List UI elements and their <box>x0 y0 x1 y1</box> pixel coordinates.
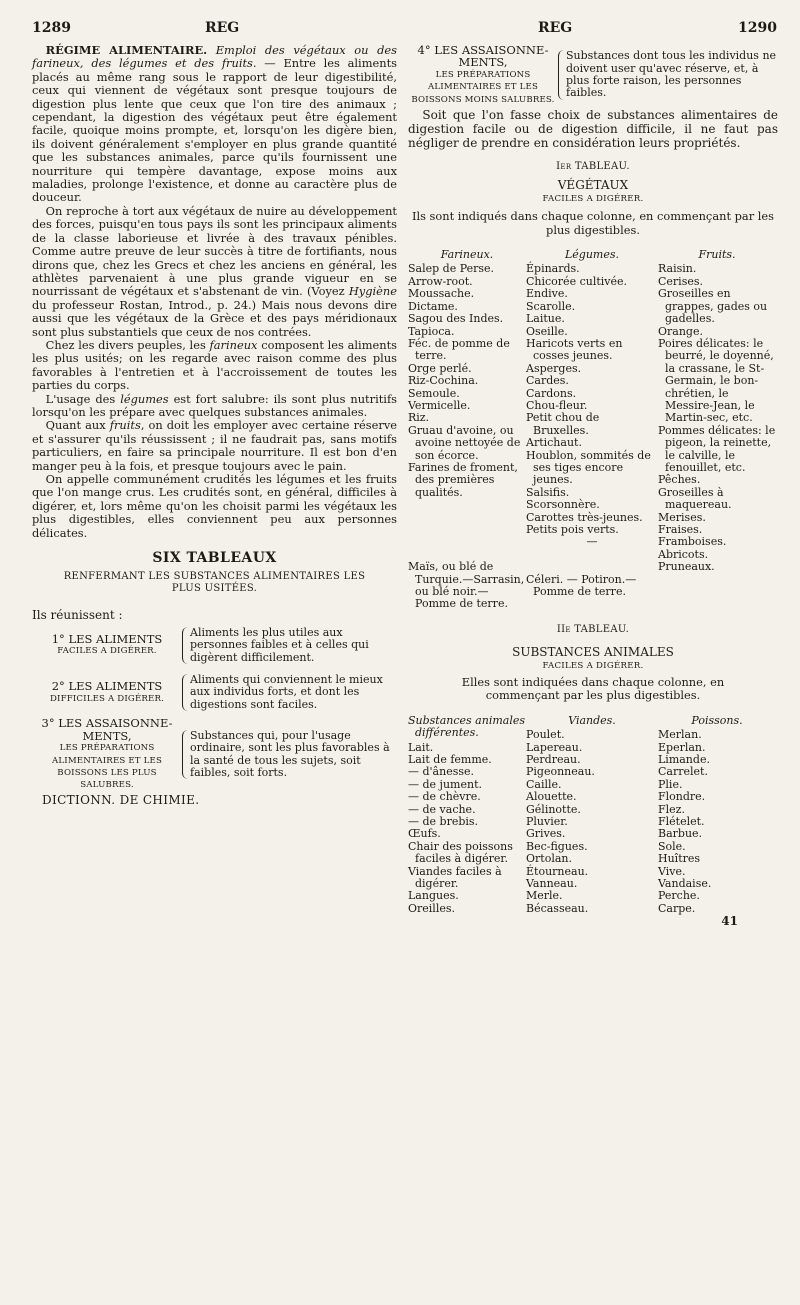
group-sublabel: LES PRÉPARATIONS ALIMENTAIRES ET LES BOISSONS MOINS SALUBRES. <box>411 69 555 105</box>
table-entry: Vandaise. <box>658 877 712 891</box>
table-entry: Haricots verts en cosses jeunes. <box>526 336 623 363</box>
page-number-left: 1289 <box>32 20 71 36</box>
table-entry: Œufs. <box>408 827 441 841</box>
table-entry: Endive. <box>526 287 568 301</box>
running-head-left: REG <box>205 20 240 36</box>
group-description: Substances qui, pour l'usage ordinaire, sont les plus favorables à la santé de tous les sujets, soit faibles, soit forts. <box>182 730 397 780</box>
table-entry: Petits pois verts. <box>526 523 619 536</box>
table-entry: Chou-fleur. <box>526 398 588 412</box>
table-entry: — de jument. <box>408 777 482 791</box>
table-substances-animales <box>408 715 778 916</box>
group-3 <box>32 717 397 791</box>
table-entry: Bec-figues. <box>526 839 588 853</box>
table-entry: Salep de Perse. <box>408 262 495 276</box>
column-viandes <box>526 715 658 916</box>
column-substances <box>408 715 526 916</box>
table-entry: — d'ânesse. <box>408 765 475 779</box>
group-sublabel: LES PRÉPARATIONS ALIMENTAIRES ET LES BOISSONS LES PLUS SALUBRES. <box>52 743 162 791</box>
column-header: Viandes. <box>568 713 616 727</box>
table-entry: Artichaut. <box>526 436 582 450</box>
column-legumes <box>526 249 658 611</box>
table-entry: Oreilles. <box>408 901 455 915</box>
article-title: RÉGIME ALIMENTAIRE. <box>45 43 208 57</box>
table-number: IIe TABLEAU. <box>556 623 630 635</box>
table-entry: Langues. <box>408 889 459 903</box>
table-entry: Viandes faciles à digérer. <box>408 864 502 891</box>
table-entry: Plie. <box>658 777 683 791</box>
table-entry: Raisin. <box>658 262 697 276</box>
table-entry: Pluvier. <box>526 815 568 829</box>
column-header: Poissons. <box>691 713 743 727</box>
table-entry: Riz-Cochina. <box>408 374 479 388</box>
table-number: Ier TABLEAU. <box>556 161 630 173</box>
table-entry: Chicorée cultivée. <box>526 274 628 288</box>
table-entry: Féc. de pomme de terre. <box>408 336 510 363</box>
table-title: VÉGÉTAUX <box>557 178 629 193</box>
paragraph: On appelle communément crudités les légumes et les fruits que l'on mange crus. Les crudités sont, en général, difficiles à digérer, et, lors même qu'on les choisit parmi les végétaux les plus digestibles, elles conviennent peu aux personnes délicates. <box>32 472 397 540</box>
table-entry <box>526 561 658 573</box>
table-intro: Ils sont indiqués dans chaque colonne, en commençant par les plus digestibles. <box>411 209 775 237</box>
group-sublabel: DIFFICILES A DIGÉRER. <box>49 693 165 704</box>
column-farineux <box>408 249 526 611</box>
table-entry: Sagou des Indes. <box>408 312 504 326</box>
group-sublabel: FACILES A DIGÉRER. <box>57 646 157 657</box>
table-entry: Vermicelle. <box>408 398 471 412</box>
group-label: 1° LES ALIMENTS <box>51 632 163 647</box>
table-entry: Vanneau. <box>526 877 578 891</box>
table-entry: Lapereau. <box>526 740 583 754</box>
table-entry: Houblon, sommités de ses tiges encore jeunes. <box>526 448 651 487</box>
table-entry: Chair des poissons faciles à digérer. <box>408 839 513 866</box>
section-title: SIX TABLEAUX <box>152 550 277 567</box>
table-entry: Caille. <box>526 777 562 791</box>
table-entry: Flez. <box>658 802 685 816</box>
table-entry: Merle. <box>526 889 563 903</box>
column-poissons <box>658 715 776 916</box>
table-entry: Groseilles en grappes, gades ou gadelles. <box>658 287 768 326</box>
table-subtitle: FACILES A DIGÉRER. <box>542 193 644 204</box>
table-entry: Moussache. <box>408 287 475 301</box>
table-entry: Farines de froment, des premières qualités. <box>408 460 518 499</box>
table-entry: Huîtres <box>658 852 701 866</box>
table-entry <box>526 549 658 561</box>
group-1 <box>32 627 397 664</box>
table-entry <box>408 536 526 548</box>
table-entry: Limande. <box>658 753 710 767</box>
table-vegetaux <box>408 249 778 611</box>
table-entry: — de brebis. <box>408 815 479 829</box>
table-entry: Grives. <box>526 827 566 841</box>
list-intro: Ils réunissent : <box>32 608 123 623</box>
table-entry: Barbue. <box>658 827 703 841</box>
table-entry: Laitue. <box>526 312 565 326</box>
page-number-right: 1290 <box>738 20 777 36</box>
table-entry: Lait. <box>408 740 434 754</box>
table-entry: Alouette. <box>526 790 577 804</box>
article-intro-text: — Entre les aliments placés au même rang sous le rapport de leur digestibilité, ceux qui viennent de végétaux sont presque toujours de digestion plus lente que ceux que l'on tire des animaux ; cependant, la digestion des végétaux peut être également facile, quoique moins prompte, et, lorsqu'on les digère bien, ils doivent généralement s'employer en plus grande quantité que les substances animales, parce qu'ils fournissent une nourriture qui tempère davantage, expose moins aux maladies, prolonge l'existence, et donne au caractère plus de douceur. <box>32 56 397 205</box>
group-description: Aliments les plus utiles aux personnes faibles et à celles qui digèrent difficilement. <box>182 627 397 664</box>
table-entry: — <box>586 535 598 549</box>
table-entry: Oseille. <box>526 324 568 338</box>
table-entry: Dictame. <box>408 299 458 313</box>
table-entry: Orange. <box>658 324 703 338</box>
paragraph: Quant aux fruits, on doit les employer avec certaine réserve et s'assurer qu'ils réussissent ; il ne faudrait pas, sans motifs particuliers, en faire sa principale nourriture. Il est bon d'en manger peu à la fois, et presque toujours avec le pain. <box>32 418 397 473</box>
table-entry: Carrelet. <box>658 765 708 779</box>
table-entry: Eperlan. <box>658 740 706 754</box>
table-entry: Étourneau. <box>526 864 589 878</box>
table-entry: Bécasseau. <box>526 901 589 915</box>
section-subtitle: RENFERMANT LES SUBSTANCES ALIMENTAIRES LES PLUS USITÉES. <box>63 571 366 595</box>
column-header: Substances animales différentes. <box>408 713 526 740</box>
table-entry: Poulet. <box>526 728 565 742</box>
column-header: Fruits. <box>698 248 736 262</box>
table-entry: Merises. <box>658 510 706 524</box>
table-entry: Scarolle. <box>526 299 576 313</box>
paragraph: L'usage des légumes est fort salubre: ils sont plus nutritifs lorsqu'on les prépare avec quelques substances animales. <box>32 391 398 419</box>
table-entry: Ortolan. <box>526 852 572 866</box>
group-description: Substances dont tous les individus ne doivent user qu'avec réserve, et, à plus forte raison, les personnes faibles. <box>558 50 778 100</box>
group-4 <box>408 44 778 106</box>
table-entry <box>408 512 526 524</box>
right-column <box>408 44 778 929</box>
table-entry: Lait de femme. <box>408 753 492 767</box>
paragraph: Soit que l'on fasse choix de substances alimentaires de digestion facile ou de digestion difficile, il ne faut pas négliger de prendre en considération leurs propriétés. <box>408 108 778 151</box>
table-entry: Petit chou de Bruxelles. <box>526 411 600 437</box>
article-intro <box>32 44 397 205</box>
table-entry: Cardes. <box>526 374 569 388</box>
table-entry: Flondre. <box>658 790 706 804</box>
table-entry: Groseilles à maquereau. <box>658 485 732 512</box>
table-entry: Scorsonnère. <box>526 498 600 512</box>
left-column <box>32 44 397 807</box>
article-subtitle: Emploi des végétaux ou des farineux, des légumes et des fruits. <box>32 43 397 71</box>
table-entry: Maïs, ou blé de Turquie.—Sarrasin, ou blé noir.— Pomme de terre. <box>408 560 525 611</box>
table-entry: Pigeonneau. <box>526 765 595 779</box>
table-entry: — de vache. <box>408 802 476 816</box>
paragraph: Chez les divers peuples, les farineux composent les aliments les plus usités; on les regarde avec raison comme des plus favorables à l'entretien et à l'accroissement de toutes les parties du corps. <box>32 337 398 393</box>
table-intro: Elles sont indiquées dans chaque colonne, en commençant par les plus digestibles. <box>461 674 725 703</box>
column-header: Farineux. <box>440 248 494 262</box>
group-label: 3° LES ASSAISONNE- MENTS, <box>41 716 173 743</box>
table-entry: Cerises. <box>658 274 703 288</box>
table-entry: Salsifis. <box>526 485 570 499</box>
table-entry: Asperges. <box>526 361 582 375</box>
table-entry: Pommes délicates: le pigeon, la reinette, le calville, le fenouillet, etc. <box>658 423 776 474</box>
table-entry: — de chèvre. <box>408 790 481 804</box>
running-head-right: REG <box>538 20 573 36</box>
table-entry: Abricots. <box>658 547 709 561</box>
table-subtitle: FACILES A DIGÉRER. <box>542 660 644 671</box>
table-entry <box>408 524 526 536</box>
table-entry: Riz. <box>408 411 430 425</box>
table-entry: Flételet. <box>658 815 705 829</box>
table-entry: Céleri. — Potiron.— Pomme de terre. <box>526 572 637 598</box>
page-footer: DICTIONN. DE CHIMIE. <box>42 792 200 807</box>
table-entry: Tapioca. <box>408 324 455 338</box>
table-entry: Carpe. <box>658 901 696 915</box>
table-entry: Gruau d'avoine, ou avoine nettoyée de son écorce. <box>408 423 521 462</box>
paragraph: On reproche à tort aux végétaux de nuire au développement des forces, puisqu'en tous pays ils sont les principaux aliments de la classe laborieuse et livrée à des travaux pénibles. Comme autre preuve de leur succès à titre de fortifiants, nous dirons que, chez les Grecs et chez les anciens en général, les athlètes parvenaient à une plus grande vigueur en se nourrissant de végétaux et s'abstenant de vin. (Voyez Hygiène du professeur Rostan, Introd., p. 24.) Mais nous devons dire aussi que les végétaux de la Grèce et des pays méridionaux sont plus substantiels que ceux de nos contrées. <box>32 203 397 339</box>
column-fruits <box>658 249 776 611</box>
table-entry: Perdreau. <box>526 753 581 767</box>
table-entry: Perche. <box>658 889 700 903</box>
table-entry: Framboises. <box>658 535 727 549</box>
table-entry <box>408 499 526 511</box>
table-entry: Pruneaux. <box>658 560 715 574</box>
column-header: Légumes. <box>564 248 620 262</box>
table-entry: Fraises. <box>658 523 703 536</box>
table-entry: Merlan. <box>658 728 702 742</box>
group-label: 4° LES ASSAISONNE- MENTS, <box>417 43 549 70</box>
table-entry: Orge perlé. <box>408 361 472 375</box>
table-entry: Arrow-root. <box>408 274 473 288</box>
table-title: SUBSTANCES ANIMALES <box>512 645 674 660</box>
group-2 <box>32 674 397 711</box>
table-entry: Poires délicates: le beurré, le doyenné, la crassane, le St-Germain, le bon-chrétien, le Messire-Jean, le Martin-sec, etc. <box>658 336 774 425</box>
group-description: Aliments qui conviennent le mieux aux individus forts, et dont les digestions sont faciles. <box>182 674 397 711</box>
table-entry: Vive. <box>658 864 686 878</box>
table-entry: Semoule. <box>408 386 460 400</box>
signature-number: 41 <box>721 914 738 929</box>
table-entry: Gélinotte. <box>526 802 581 816</box>
table-entry: Pêches. <box>658 473 701 487</box>
group-label: 2° LES ALIMENTS <box>51 679 163 694</box>
table-entry: Carottes très-jeunes. <box>526 510 643 524</box>
table-entry: Cardons. <box>526 386 577 400</box>
table-entry: Épinards. <box>526 262 580 276</box>
table-entry: Sole. <box>658 839 686 853</box>
